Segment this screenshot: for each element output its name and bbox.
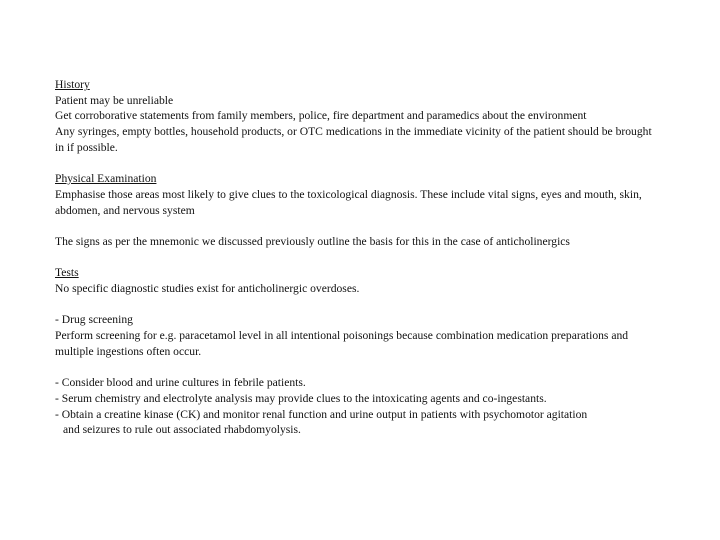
history-heading: History [55, 78, 90, 91]
list-item-continuation: and seizures to rule out associated rhabdomyolysis. [63, 423, 301, 437]
history-line: Patient may be unreliable [55, 93, 174, 107]
drug-screening-text: Perform screening for e.g. paracetamol level in all intentional poisonings because combination medication preparations and multiple ingestions often occur. [55, 329, 629, 358]
tests-heading: Tests [55, 266, 79, 280]
list-item: - Serum chemistry and electrolyte analysis may provide clues to the intoxicating agents and co-ingestants. [55, 391, 547, 405]
spacer [55, 218, 660, 234]
investigations-list [55, 375, 660, 438]
physical-examination-section [55, 171, 660, 218]
tests-section [55, 265, 660, 296]
physical-examination-heading: Physical Examination [55, 172, 157, 186]
drug-screening-title: - Drug screening [55, 313, 133, 327]
list-item: - Consider blood and urine cultures in febrile patients. [55, 376, 306, 390]
spacer [55, 250, 660, 266]
history-section [55, 77, 660, 156]
slide-content [55, 77, 660, 438]
drug-screening-section [55, 312, 660, 359]
mnemonic-note: The signs as per the mnemonic we discussed previously outline the basis for this in the case of anticholinergics [55, 235, 570, 248]
spacer [55, 297, 660, 313]
history-line: Get corroborative statements from family members, police, fire department and paramedics about the environment [55, 109, 587, 123]
spacer [55, 360, 660, 376]
history-line: Any syringes, empty bottles, household products, or OTC medications in the immediate vicinity of the patient should be brought in if possible. [55, 125, 652, 154]
spacer [55, 156, 660, 172]
physical-examination-text: Emphasise those areas most likely to give clues to the toxicological diagnosis. These include vital signs, eyes and mouth, skin, abdomen, and nervous system [55, 187, 642, 217]
list-item: - Obtain a creatine kinase (CK) and monitor renal function and urine output in patients with psychomotor agitation [55, 407, 588, 421]
tests-text: No specific diagnostic studies exist for anticholinergic overdoses. [55, 282, 360, 296]
